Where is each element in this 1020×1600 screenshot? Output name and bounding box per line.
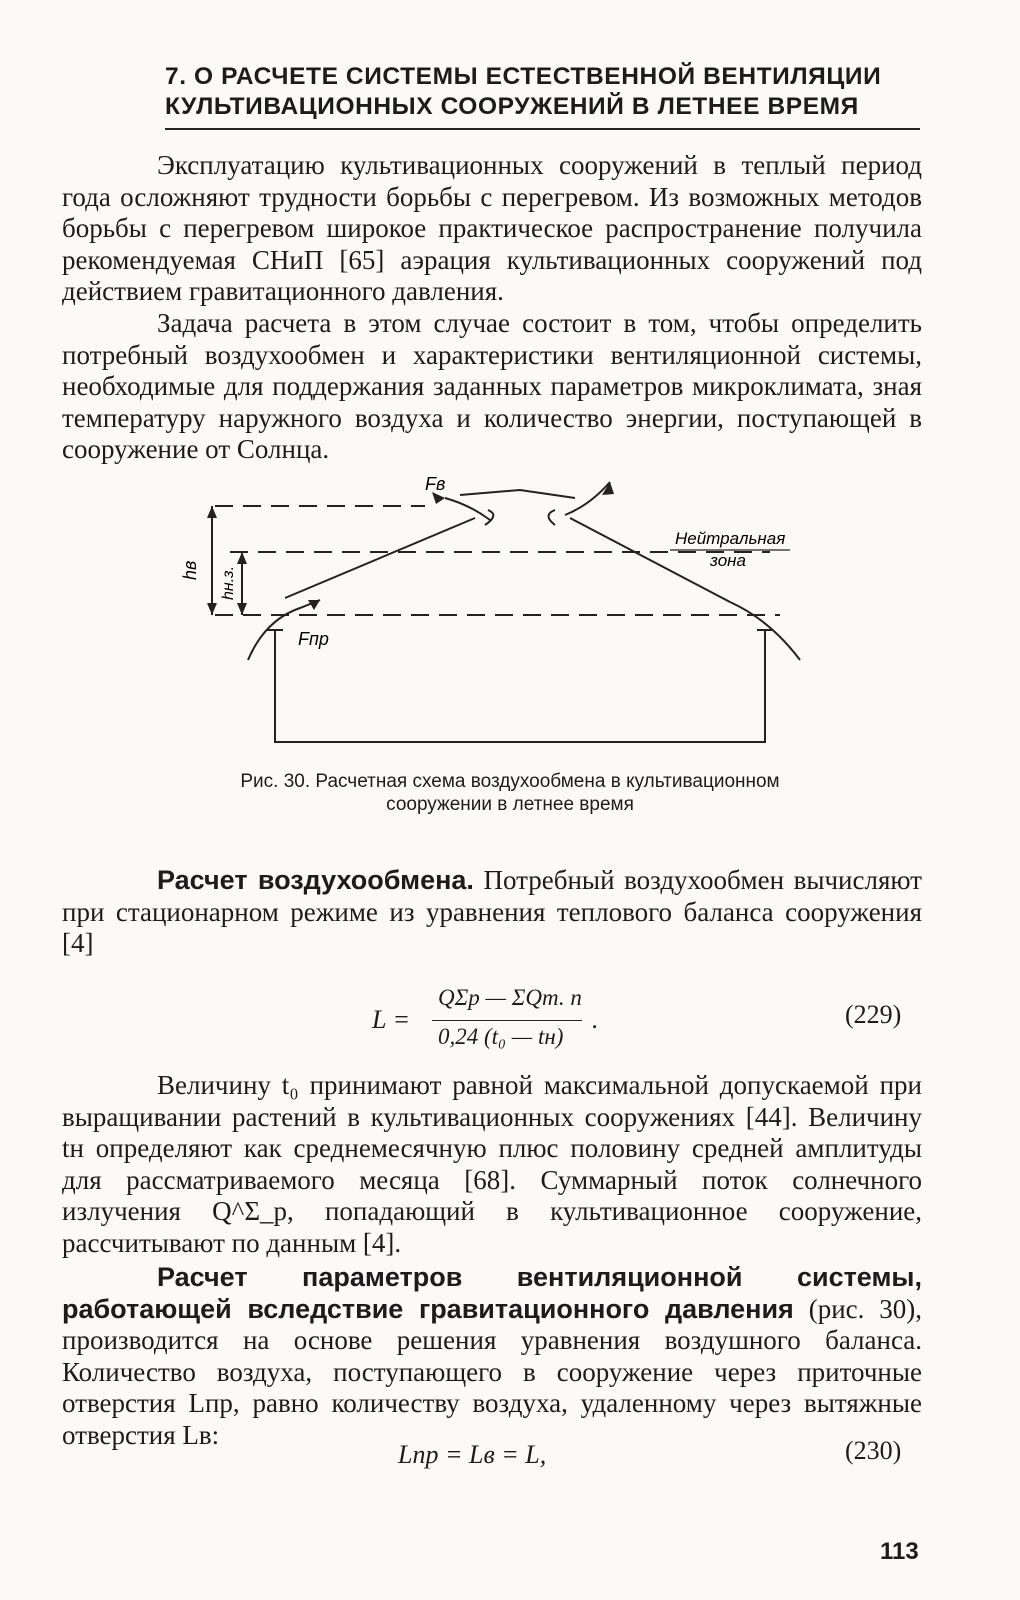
label-f-v: Fв [425,474,446,494]
eq229-numerator: QΣр — ΣQт. п [438,985,582,1010]
label-h-nz: hн.з. [220,565,237,600]
label-f-pr: Fпр [298,629,329,649]
arrowhead [237,552,247,564]
paragraph-3-heading: Расчет воздухообмена. [157,865,474,895]
section-title-line1: 7. О РАСЧЕТЕ СИСТЕМЫ ЕСТЕСТВЕННОЙ ВЕНТИЛЯЦИИ [165,63,882,90]
page-number: 113 [880,1538,919,1565]
section-title [165,62,925,122]
roof-left-slope [285,518,475,598]
eq229-denominator: 0,24 (t₀ — tн) [438,1024,564,1049]
paragraph-1: Эксплуатацию культивационных сооружений в теплый период года осложняют трудности борьбы с перегревом. Из возможных методов борьбы с перегревом широкое практическое распространение получила рекомендуемая СНиП [65] аэрация культивационных сооружений под действием гравитационного давления. [62,150,922,306]
eq229-dot: . [592,1005,599,1034]
paragraph-4: Величину t₀ принимают равной максимальной допускаемой при выращивании растений в культивационных сооружениях [44]. Величину tн определяют как среднемесячную плюс половину средней амплитуды для рассматриваемого месяца [68]. Суммарный поток солнечного излучения Q^Σ_р, попадающий в культивационное сооружение, рассчитывают по данным [4]. [62,1070,922,1258]
eq230-body: Lпр = Lв = L, [398,1440,547,1469]
figure-caption-line1: Рис. 30. Расчетная схема воздухообмена в культивационном [240,771,780,792]
figure-30-diagram [170,470,820,750]
paragraph-5 [62,1262,922,1451]
ridge-vent-cap [460,490,575,498]
eq229-number: (229) [845,1000,902,1029]
paragraph-5-text: (рис. 30), производится на основе решения уравнения воздушного баланса. Количество воздуха, поступающего в сооружение через приточные отверстия Lпр, равно количеству воздуха, удаленному через вытяжные отверстия Lв: [62,1293,922,1450]
section-title-line2: КУЛЬТИВАЦИОННЫХ СООРУЖЕНИЙ В ЛЕТНЕЕ ВРЕМЯ [165,93,859,120]
arrowhead [207,603,217,615]
label-h-v: hв [180,560,200,580]
figure-caption [100,770,920,816]
paragraph-3 [62,865,922,960]
vent-right-hook [549,510,556,525]
title-rule [165,128,920,130]
inflow-top-arrow [445,498,490,520]
label-neutral-zone-line2: зона [710,551,746,570]
arrowhead [207,506,217,518]
label-neutral-zone-line1: Нейтральная [675,529,786,548]
paragraph-3-text: Потребный воздухообмен вычисляют при стационарном режиме из уравнения теплового баланса сооружения [4] [62,865,922,958]
paragraph-5-heading: Расчет параметров вентиляционной системы, работающей вследствие гравитационного давления [62,1262,922,1324]
paragraph-2: Задача расчета в этом случае состоит в том, чтобы определить потребный воздухообмен и характеристики вентиляционной системы, необходимые для поддержания заданных параметров микроклимата, зная температуру наружного воздуха и количество энергии, поступающей в сооружение от Солнца. [62,308,922,464]
figure-caption-line2: сооружении в летнее время [386,794,634,815]
arrowhead [237,603,247,615]
eq229-fraction-bar [432,1020,582,1021]
eq230-number: (230) [845,1436,902,1465]
eq229-lhs: L = [372,1005,411,1034]
building-outline [275,630,765,742]
